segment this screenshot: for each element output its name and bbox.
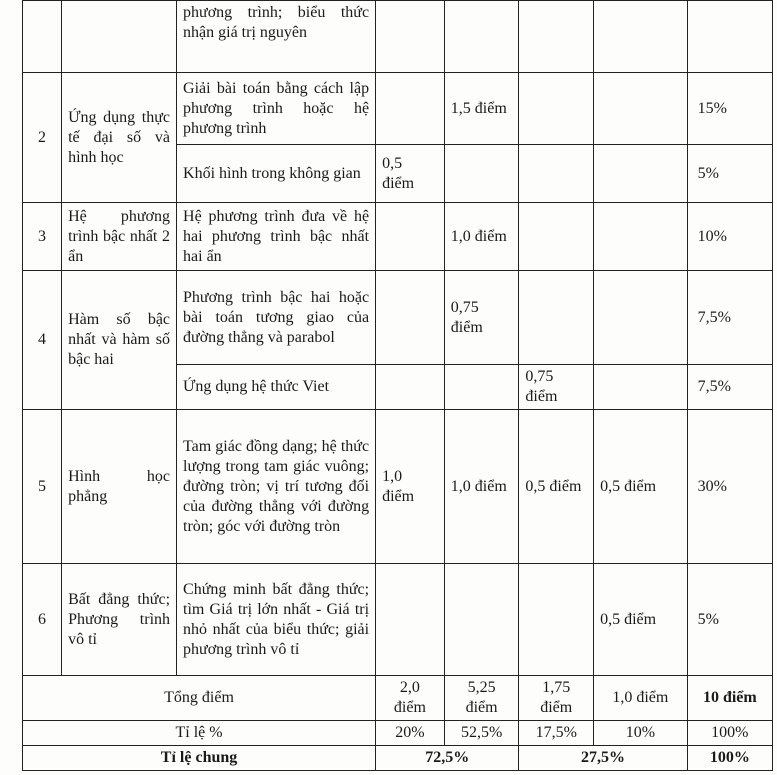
ratio-level2: 52,5% — [444, 721, 519, 746]
level2-cell: 1,5 điểm — [444, 73, 519, 145]
content-cell: Ứng dụng hệ thức Viet — [177, 365, 376, 410]
percent-cell: 5% — [687, 564, 772, 676]
topic-cell: Bất đẳng thức; Phương trình vô tỉ — [62, 564, 177, 676]
topic-cell — [62, 1, 177, 73]
level2-cell — [444, 1, 519, 73]
table-row — [23, 1, 773, 73]
ratio-row — [23, 721, 773, 746]
level1-cell — [376, 365, 445, 410]
topic-cell: Hình học phẳng — [62, 410, 177, 564]
level4-cell — [594, 203, 688, 271]
totals-level2: 5,25 điểm — [444, 676, 519, 721]
table-row — [23, 203, 773, 271]
percent-cell: 10% — [687, 203, 772, 271]
table-row — [23, 271, 773, 365]
level3-cell — [519, 564, 594, 676]
content-cell: phương trình; biểu thức nhận giá trị nguyên — [177, 1, 376, 73]
ratio-level4: 10% — [594, 721, 688, 746]
percent-cell: 7,5% — [687, 365, 772, 410]
level3-cell — [519, 271, 594, 365]
totals-percent: 10 điểm — [687, 676, 772, 721]
level4-cell — [594, 1, 688, 73]
level2-cell — [444, 365, 519, 410]
topic-cell: Hệ phương trình bậc nhất 2 ẩn — [62, 203, 177, 271]
level1-cell — [376, 73, 445, 145]
percent-cell: 15% — [687, 73, 772, 145]
level1-cell — [376, 564, 445, 676]
general-ratio-high: 27,5% — [519, 746, 687, 771]
percent-cell — [687, 1, 772, 73]
level1-cell: 0,5 điểm — [376, 145, 445, 203]
table-row — [23, 73, 773, 145]
content-cell: Khối hình trong không gian — [177, 145, 376, 203]
totals-row — [23, 676, 773, 721]
totals-level3: 1,75 điểm — [519, 676, 594, 721]
level4-cell — [594, 73, 688, 145]
level2-cell: 0,75 điểm — [444, 271, 519, 365]
stt-cell — [23, 1, 62, 73]
level3-cell — [519, 73, 594, 145]
level1-cell — [376, 271, 445, 365]
level3-cell: 0,5 điểm — [519, 410, 594, 564]
level2-cell — [444, 145, 519, 203]
level1-cell: 1,0 điểm — [376, 410, 445, 564]
level2-cell: 1,0 điểm — [444, 203, 519, 271]
content-cell: Hệ phương trình đưa về hệ hai phương trình bậc nhất hai ẩn — [177, 203, 376, 271]
content-cell: Tam giác đồng dạng; hệ thức lượng trong tam giác vuông; đường tròn; vị trí tương đối của đường thẳng với đường tròn; góc với đường tròn — [177, 410, 376, 564]
stt-cell: 6 — [23, 564, 62, 676]
stt-cell: 3 — [23, 203, 62, 271]
ratio-level3: 17,5% — [519, 721, 594, 746]
table-row — [23, 564, 773, 676]
totals-label: Tổng điểm — [23, 676, 376, 721]
level1-cell — [376, 203, 445, 271]
level4-cell — [594, 365, 688, 410]
level4-cell: 0,5 điểm — [594, 410, 688, 564]
level1-cell — [376, 1, 445, 73]
totals-level1: 2,0 điểm — [376, 676, 445, 721]
totals-level4: 1,0 điểm — [594, 676, 688, 721]
percent-cell: 30% — [687, 410, 772, 564]
general-ratio-low: 72,5% — [376, 746, 519, 771]
level4-cell — [594, 271, 688, 365]
general-ratio-percent: 100% — [687, 746, 772, 771]
topic-cell: Hàm số bậc nhất và hàm số bậc hai — [62, 271, 177, 410]
level4-cell: 0,5 điểm — [594, 564, 688, 676]
percent-cell: 5% — [687, 145, 772, 203]
general-ratio-label: Tỉ lệ chung — [23, 746, 376, 771]
exam-matrix-table — [22, 0, 773, 771]
level2-cell — [444, 564, 519, 676]
level3-cell: 0,75 điểm — [519, 365, 594, 410]
table-row — [23, 410, 773, 564]
ratio-label: Tỉ lệ % — [23, 721, 376, 746]
topic-cell: Ứng dụng thực tế đại số và hình học — [62, 73, 177, 203]
content-cell: Phương trình bậc hai hoặc bài toán tương giao của đường thẳng và parabol — [177, 271, 376, 365]
level3-cell — [519, 203, 594, 271]
stt-cell: 5 — [23, 410, 62, 564]
level2-cell: 1,0 điểm — [444, 410, 519, 564]
general-ratio-row — [23, 746, 773, 771]
ratio-percent: 100% — [687, 721, 772, 746]
level3-cell — [519, 1, 594, 73]
ratio-level1: 20% — [376, 721, 445, 746]
content-cell: Chứng minh bất đẳng thức; tìm Giá trị lớn nhất - Giá trị nhỏ nhất của biểu thức; giải phương trình vô tỉ — [177, 564, 376, 676]
level4-cell — [594, 145, 688, 203]
stt-cell: 4 — [23, 271, 62, 410]
stt-cell: 2 — [23, 73, 62, 203]
content-cell: Giải bài toán bằng cách lập phương trình hoặc hệ phương trình — [177, 73, 376, 145]
level3-cell — [519, 145, 594, 203]
percent-cell: 7,5% — [687, 271, 772, 365]
